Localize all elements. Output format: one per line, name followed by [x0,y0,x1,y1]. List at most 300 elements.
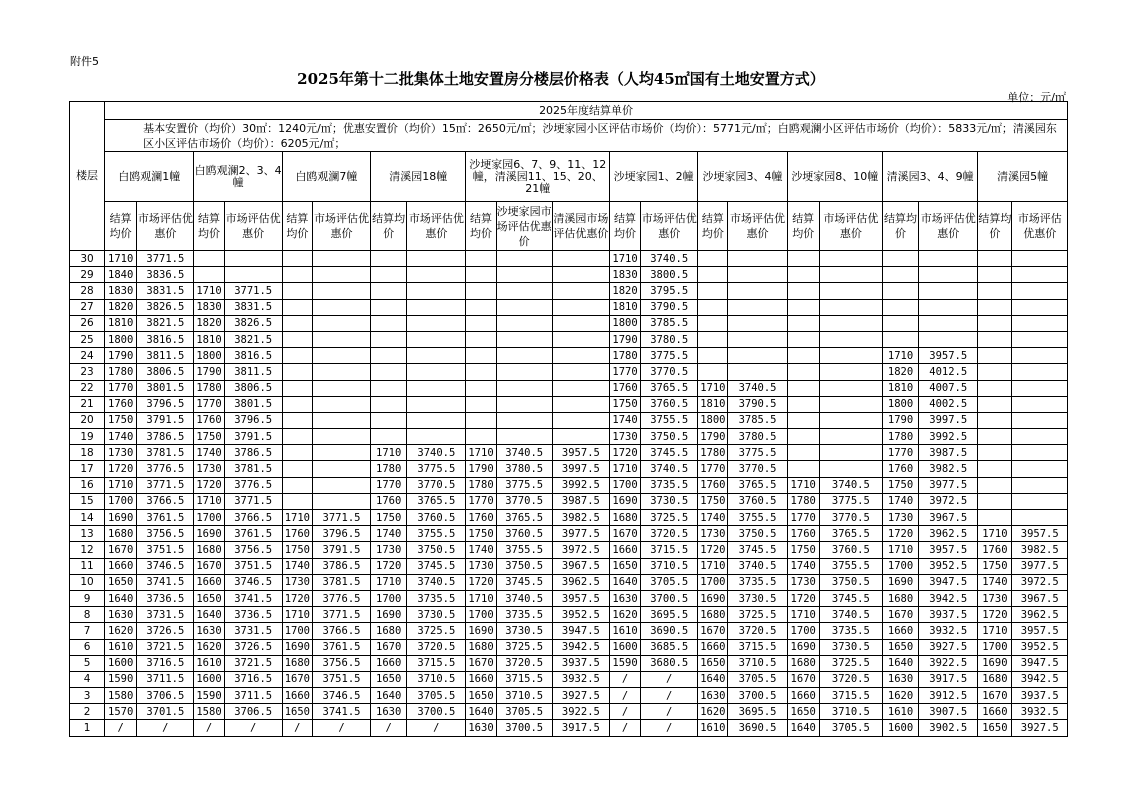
price-cell [466,429,496,445]
floor-cell: 30 [70,251,105,267]
price-cell: / [312,720,370,736]
floor-cell: 2 [70,704,105,720]
price-cell: 1760 [105,396,137,412]
price-cell: 1740 [194,445,224,461]
price-cell: 1710 [698,380,728,396]
table-row [70,251,1068,267]
price-cell: 3766.5 [137,493,194,509]
price-cell: 1780 [609,348,640,364]
price-cell: 3765.5 [819,526,882,542]
price-cell: 3771.5 [312,607,370,623]
price-cell: 1770 [882,445,918,461]
group-header: 白鸥观澜2、3、4幢 [194,152,282,202]
price-cell [371,380,407,396]
price-cell: 1710 [371,445,407,461]
price-cell: 1660 [787,688,819,704]
table-row [70,623,1068,639]
price-cell: 3952.5 [1012,639,1068,655]
price-cell: 1680 [371,623,407,639]
price-cell: 1690 [105,510,137,526]
price-cell [552,251,609,267]
price-cell: 3997.5 [552,461,609,477]
price-cell: 3715.5 [728,639,787,655]
price-cell: 3750.5 [819,574,882,590]
price-cell: 1620 [105,623,137,639]
price-cell: 1700 [282,623,312,639]
table-row [70,510,1068,526]
floor-cell: 6 [70,639,105,655]
price-cell: 1650 [609,558,640,574]
price-cell: 1600 [194,671,224,687]
price-cell: 3746.5 [224,574,282,590]
price-table [69,101,1068,737]
price-cell [552,364,609,380]
price-cell: 3745.5 [728,542,787,558]
price-cell [194,251,224,267]
price-cell [371,412,407,428]
price-cell [312,364,370,380]
price-cell: 1700 [371,590,407,606]
price-cell: 1760 [194,412,224,428]
price-cell: 3826.5 [137,299,194,315]
price-cell: 1660 [978,704,1012,720]
price-cell [787,412,819,428]
price-cell: 1640 [698,671,728,687]
price-cell [698,251,728,267]
price-cell [978,267,1012,283]
price-cell [407,380,466,396]
price-cell [312,477,370,493]
price-cell: 1620 [609,607,640,623]
column-subheader: 结算均价 [194,202,224,251]
price-cell: 1590 [609,655,640,671]
price-cell: 3942.5 [1012,671,1068,687]
price-cell: 3770.5 [407,477,466,493]
price-cell: 3795.5 [641,283,698,299]
price-cell: 1790 [882,412,918,428]
price-cell [312,299,370,315]
price-cell [552,412,609,428]
table-row [70,477,1068,493]
price-cell: 3730.5 [728,590,787,606]
price-cell [698,364,728,380]
floor-cell: 10 [70,574,105,590]
price-cell [407,412,466,428]
price-cell: 1670 [698,623,728,639]
price-cell: 3831.5 [137,283,194,299]
price-cell: 1620 [194,639,224,655]
price-cell: 1690 [282,639,312,655]
price-cell: 3927.5 [919,639,978,655]
table-row [70,299,1068,315]
floor-cell: 4 [70,671,105,687]
price-cell: 1730 [787,574,819,590]
price-cell: 1800 [194,348,224,364]
price-cell: 3947.5 [919,574,978,590]
price-cell [312,461,370,477]
price-cell: 1680 [698,607,728,623]
price-cell [552,331,609,347]
price-cell: 3720.5 [728,623,787,639]
price-cell [466,412,496,428]
price-cell: 1680 [282,655,312,671]
price-cell: 3982.5 [919,461,978,477]
price-cell [407,396,466,412]
price-cell: 1750 [609,396,640,412]
price-cell [371,396,407,412]
price-cell [312,412,370,428]
column-subheader: 市场评估优惠价 [407,202,466,251]
price-cell: 3922.5 [919,655,978,671]
price-cell: 1710 [609,461,640,477]
price-cell [496,299,552,315]
price-cell [496,380,552,396]
price-cell [978,380,1012,396]
price-cell: / [407,720,466,736]
price-cell: 3836.5 [137,267,194,283]
price-cell: 1580 [105,688,137,704]
price-cell: 1680 [609,510,640,526]
price-cell: 1720 [466,574,496,590]
price-cell [978,493,1012,509]
price-cell [978,364,1012,380]
price-cell: 1640 [371,688,407,704]
price-cell: 1620 [882,688,918,704]
price-cell [819,267,882,283]
price-cell [312,396,370,412]
price-cell [882,315,918,331]
price-cell: 1640 [609,574,640,590]
price-cell: 1720 [978,607,1012,623]
price-cell: 1590 [194,688,224,704]
price-cell: 3791.5 [137,412,194,428]
price-cell [224,267,282,283]
price-cell: 1690 [194,526,224,542]
price-cell [466,348,496,364]
price-cell [496,396,552,412]
group-header: 白鸥观澜1幢 [105,152,194,202]
table-row [70,396,1068,412]
price-cell: 3796.5 [224,412,282,428]
price-cell [1012,251,1068,267]
price-cell [819,445,882,461]
price-cell [552,283,609,299]
price-cell: 1660 [282,688,312,704]
price-cell: 3701.5 [137,704,194,720]
price-cell: 1750 [978,558,1012,574]
price-cell: 1800 [105,331,137,347]
table-row [70,639,1068,655]
price-cell: 3705.5 [641,574,698,590]
price-cell [466,396,496,412]
price-cell: 3786.5 [137,429,194,445]
price-cell: 1770 [194,396,224,412]
price-cell [312,267,370,283]
price-cell: 3695.5 [641,607,698,623]
price-cell: 3735.5 [496,607,552,623]
price-cell: 3957.5 [552,590,609,606]
price-cell: 3755.5 [407,526,466,542]
price-cell [466,364,496,380]
price-cell [496,267,552,283]
price-cell: 3917.5 [552,720,609,736]
price-cell: 3695.5 [728,704,787,720]
price-cell: 1720 [282,590,312,606]
price-cell [282,429,312,445]
price-cell: 3755.5 [728,510,787,526]
price-cell: 3770.5 [641,364,698,380]
basis-note: 基本安置价（均价）30㎡：1240元/㎡；优惠安置价（均价）15㎡：2650元/㎡；沙埂家园小区评估市场价（均价）：5771元/㎡；白鸥观澜小区评估市场价（均价）：5833元/㎡；清溪园东区小区评估市场价（均价）：6205元/㎡； [105,120,1068,152]
price-cell: 3780.5 [496,461,552,477]
price-cell: 1710 [194,283,224,299]
price-cell: 3760.5 [496,526,552,542]
price-cell: 3756.5 [224,542,282,558]
price-cell: 1670 [787,671,819,687]
price-cell: 1700 [194,510,224,526]
price-cell: 1610 [609,623,640,639]
price-cell: 1650 [882,639,918,655]
price-cell [552,299,609,315]
column-subheader: 市场评估优惠价 [1012,202,1068,251]
price-cell: 1760 [882,461,918,477]
price-cell: 3731.5 [224,623,282,639]
price-cell: 3735.5 [728,574,787,590]
price-cell: 3791.5 [224,429,282,445]
price-cell: 1780 [787,493,819,509]
price-cell: 3750.5 [641,429,698,445]
price-cell: 3700.5 [496,720,552,736]
price-cell: 1760 [978,542,1012,558]
price-cell: 1730 [698,526,728,542]
column-subheader: 沙埂家园市场评估优惠价 [496,202,552,251]
price-cell: 1710 [466,445,496,461]
price-cell: 3756.5 [137,526,194,542]
price-cell: 3761.5 [137,510,194,526]
price-cell: / [105,720,137,736]
price-cell [224,251,282,267]
price-cell [282,315,312,331]
price-cell: 3725.5 [407,623,466,639]
price-cell [371,251,407,267]
column-subheader: 市场评估优惠价 [137,202,194,251]
table-row [70,655,1068,671]
price-cell: 3730.5 [819,639,882,655]
price-cell: 3735.5 [407,590,466,606]
table-row [70,331,1068,347]
price-cell [698,299,728,315]
table-row [70,590,1068,606]
price-cell: 3746.5 [312,688,370,704]
price-cell: 3781.5 [137,445,194,461]
price-cell: 1710 [882,348,918,364]
price-cell [371,299,407,315]
price-cell: 1770 [105,380,137,396]
group-header: 白鸥观澜7幢 [282,152,370,202]
price-cell: 3765.5 [496,510,552,526]
table-row [70,704,1068,720]
price-cell: 3932.5 [919,623,978,639]
price-cell [882,283,918,299]
table-row [70,364,1068,380]
price-cell: 3736.5 [224,607,282,623]
price-cell: 3706.5 [137,688,194,704]
price-cell: 1730 [282,574,312,590]
price-cell: 3811.5 [224,364,282,380]
price-cell: 3937.5 [919,607,978,623]
price-cell: 1730 [105,445,137,461]
column-subheader: 市场评估优惠价 [728,202,787,251]
price-cell [728,267,787,283]
price-cell: 3771.5 [224,493,282,509]
price-cell: 1710 [466,590,496,606]
price-cell: 1670 [978,688,1012,704]
table-row [70,267,1068,283]
price-cell: 3992.5 [552,477,609,493]
price-cell: 1750 [194,429,224,445]
price-cell: 1790 [194,364,224,380]
price-cell [371,429,407,445]
column-subheader: 结算均价 [787,202,819,251]
floor-cell: 23 [70,364,105,380]
price-cell: 1640 [105,590,137,606]
floor-cell: 19 [70,429,105,445]
price-cell [787,364,819,380]
price-cell: 1720 [787,590,819,606]
price-cell: 1760 [282,526,312,542]
price-cell [978,331,1012,347]
price-cell: 3711.5 [224,688,282,704]
price-cell [466,299,496,315]
price-cell: 3735.5 [641,477,698,493]
price-cell [407,364,466,380]
price-cell: 3716.5 [224,671,282,687]
price-cell: 1710 [698,558,728,574]
price-cell: 3726.5 [224,639,282,655]
price-cell: 3726.5 [137,623,194,639]
price-cell [1012,315,1068,331]
floor-cell: 13 [70,526,105,542]
price-cell: 1810 [882,380,918,396]
floor-cell: 5 [70,655,105,671]
column-subheader: 市场评估优惠价 [919,202,978,251]
price-cell: 3927.5 [1012,720,1068,736]
price-cell: 4007.5 [919,380,978,396]
price-cell: 3741.5 [312,704,370,720]
price-cell: 3816.5 [224,348,282,364]
price-cell: 3740.5 [728,380,787,396]
price-cell: 3710.5 [641,558,698,574]
price-cell: 1740 [466,542,496,558]
price-cell [282,445,312,461]
price-cell: 1670 [282,671,312,687]
floor-cell: 18 [70,445,105,461]
price-cell [1012,283,1068,299]
price-cell: 1680 [787,655,819,671]
price-cell: 3740.5 [819,607,882,623]
column-subheader: 市场评估优惠价 [312,202,370,251]
price-cell [407,283,466,299]
price-cell: 3746.5 [137,558,194,574]
price-cell [698,315,728,331]
price-cell: 3765.5 [728,477,787,493]
price-cell: 1750 [282,542,312,558]
price-cell [787,299,819,315]
price-cell: 1690 [882,574,918,590]
price-cell: 1690 [787,639,819,655]
price-cell [787,251,819,267]
price-cell [371,315,407,331]
price-cell: 3711.5 [137,671,194,687]
price-cell: 3750.5 [496,558,552,574]
price-cell [312,445,370,461]
price-cell: 1750 [882,477,918,493]
price-cell [466,251,496,267]
floor-cell: 3 [70,688,105,704]
price-cell: 1840 [105,267,137,283]
price-cell: 3740.5 [496,445,552,461]
price-cell: 3972.5 [919,493,978,509]
price-cell: 3785.5 [728,412,787,428]
price-cell [496,348,552,364]
price-cell: 1580 [194,704,224,720]
price-cell [819,364,882,380]
price-cell [698,331,728,347]
price-cell [1012,364,1068,380]
price-cell: 1770 [371,477,407,493]
price-cell [882,267,918,283]
price-cell: 1600 [882,720,918,736]
floor-cell: 9 [70,590,105,606]
price-cell: 3902.5 [919,720,978,736]
price-cell: 1700 [882,558,918,574]
price-cell [787,267,819,283]
price-cell: 3780.5 [728,429,787,445]
price-cell: 1810 [194,331,224,347]
price-cell: 3715.5 [496,671,552,687]
price-cell: / [282,720,312,736]
price-cell: 1610 [882,704,918,720]
price-cell [787,315,819,331]
floor-cell: 17 [70,461,105,477]
price-cell: 1820 [105,299,137,315]
price-cell [1012,477,1068,493]
price-cell: 1650 [466,688,496,704]
price-cell: 1630 [466,720,496,736]
price-cell [466,315,496,331]
price-cell: 3750.5 [407,542,466,558]
price-cell: 3775.5 [407,461,466,477]
price-cell [312,380,370,396]
price-cell: 1820 [609,283,640,299]
price-cell [1012,429,1068,445]
price-cell: 3932.5 [1012,704,1068,720]
price-cell: 1710 [787,607,819,623]
price-cell [919,331,978,347]
price-cell: 1700 [978,639,1012,655]
floor-cell: 15 [70,493,105,509]
price-cell [919,251,978,267]
price-cell: 1710 [282,510,312,526]
price-cell: 1710 [978,623,1012,639]
price-cell: 1740 [978,574,1012,590]
table-row [70,607,1068,623]
price-cell: 3725.5 [728,607,787,623]
price-cell: 3781.5 [224,461,282,477]
price-cell: 1730 [466,558,496,574]
price-cell: / [641,704,698,720]
price-cell [1012,380,1068,396]
price-cell: 3730.5 [496,623,552,639]
